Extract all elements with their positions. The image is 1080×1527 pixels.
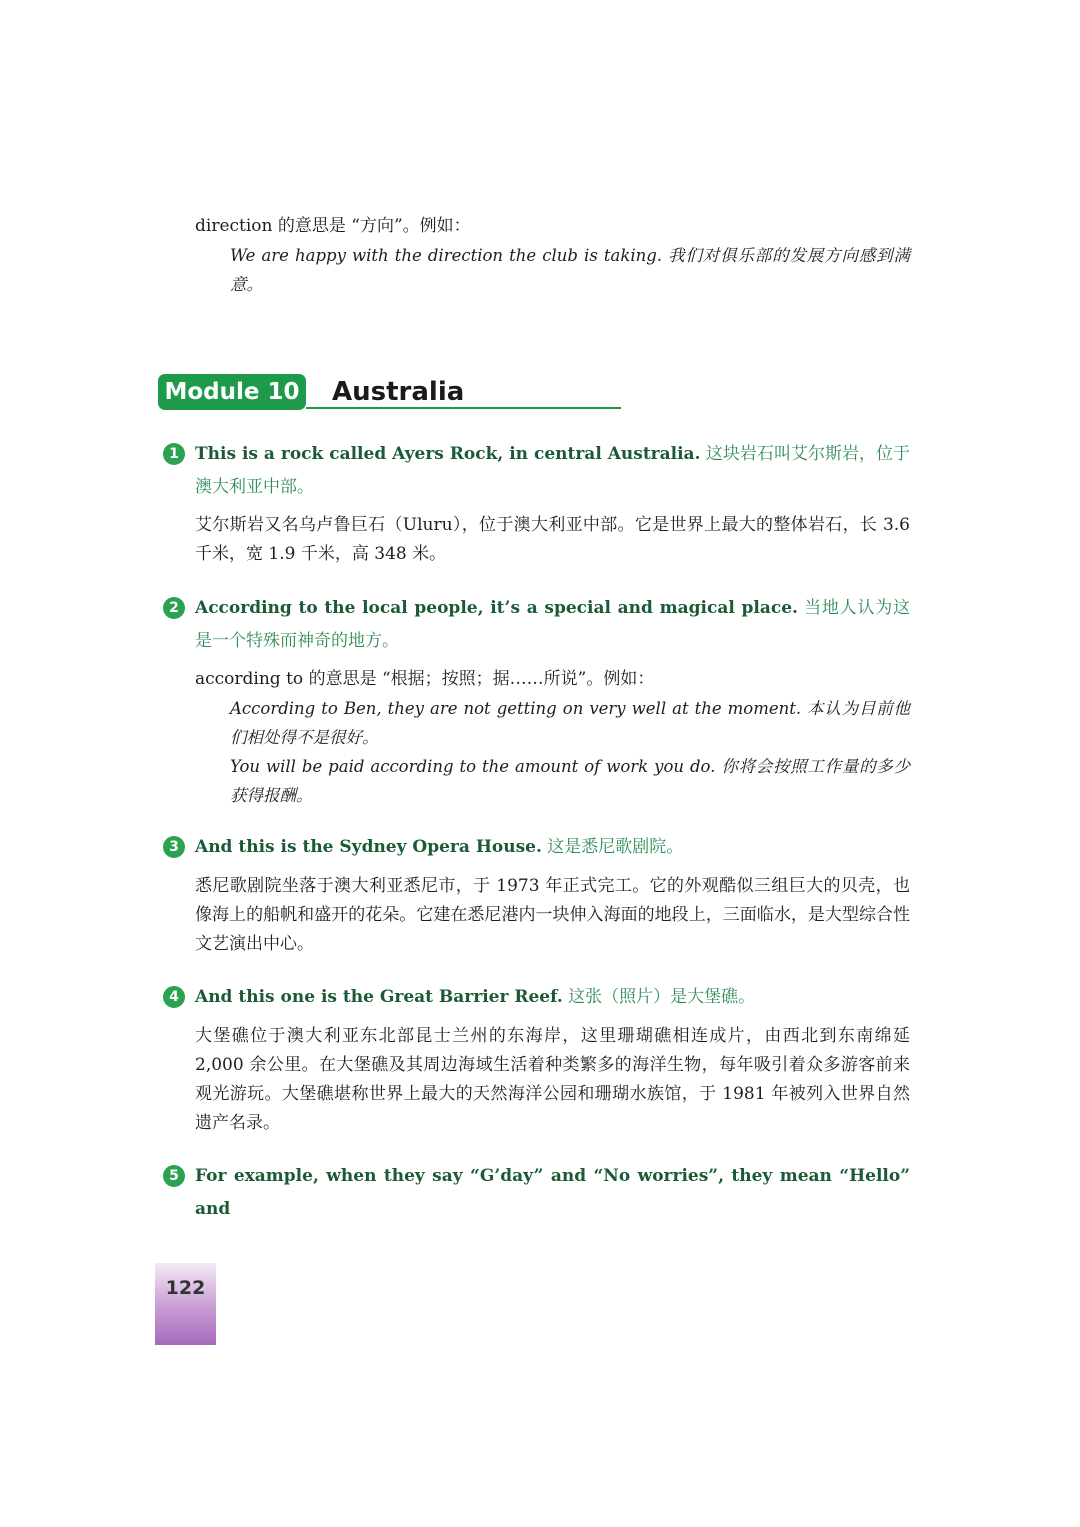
page-number: 122 [165, 1277, 206, 1299]
sentence-english: And this is the Sydney Opera House. [195, 837, 542, 857]
item-sentence [195, 438, 910, 504]
sentence-english: This is a rock called Ayers Rock, in central Australia. [195, 444, 701, 464]
item-note: according to 的意思是 “根据；按照；据……所说”。例如： [195, 669, 655, 689]
item-number-badge: 4 [163, 986, 185, 1008]
item-note: 艾尔斯岩又名乌卢鲁巨石（Uluru），位于澳大利亚中部。它是世界上最大的整体岩石，长 3.6 千米，宽 1.9 千米，高 348 米。 [195, 515, 910, 564]
item-sentence [195, 592, 910, 658]
item-sentence [195, 981, 910, 1014]
item-note: 大堡礁位于澳大利亚东北部昆士兰州的东海岸，这里珊瑚礁相连成片，由西北到东南绵延 2,000 余公里。在大堡礁及其周边海域生活着种类繁多的海洋生物，每年吸引着众多游客前来观光游玩。大堡礁堪称世界上最大的天然海洋公园和珊瑚水族馆，于 1981 年被列入世界自然遗产名录。 [195, 1026, 910, 1133]
item-sentence [195, 1160, 910, 1226]
sentence-english: According to the local people, it’s a special and magical place. [195, 598, 798, 618]
module-label: Module 10 [158, 374, 306, 410]
item-note: 悉尼歌剧院坐落于澳大利亚悉尼市，于 1973 年正式完工。它的外观酷似三组巨大的贝壳，也像海上的船帆和盛开的花朵。它建在悉尼港内一块伸入海面的地段上，三面临水，是大型综合性文艺演出中心。 [195, 876, 910, 954]
item-example: You will be paid according to the amount of work you do. 你将会按照工作量的多少获得报酬。 [230, 757, 910, 805]
sentence-chinese: 这是悉尼歌剧院。 [541, 837, 684, 857]
sentence-chinese: 这张（照片）是大堡礁。 [562, 987, 756, 1007]
sentence-chinese: 这块岩石叫艾尔斯岩，位于澳大利亚中部。 [195, 444, 911, 497]
sentence-english: For example, when they say “G’day” and “No worries”, they mean “Hello” and [195, 1166, 910, 1219]
page-number-tab [155, 1263, 216, 1345]
item-number-badge: 5 [163, 1165, 185, 1187]
item-sentence [195, 831, 910, 864]
intro-example: We are happy with the direction the club is taking. 我们对俱乐部的发展方向感到满意。 [230, 246, 910, 294]
module-title: Australia [332, 377, 465, 407]
item-number-badge: 2 [163, 597, 185, 619]
item-number-badge: 3 [163, 836, 185, 858]
sentence-english: And this one is the Great Barrier Reef. [195, 987, 563, 1007]
intro-definition: direction 的意思是 “方向”。例如： [195, 216, 471, 236]
item-example: According to Ben, they are not getting on very well at the moment. 本认为目前他们相处得不是很好。 [230, 699, 910, 747]
sentence-chinese: 当地人认为这是一个特殊而神奇的地方。 [195, 598, 910, 651]
item-number-badge: 1 [163, 443, 185, 465]
